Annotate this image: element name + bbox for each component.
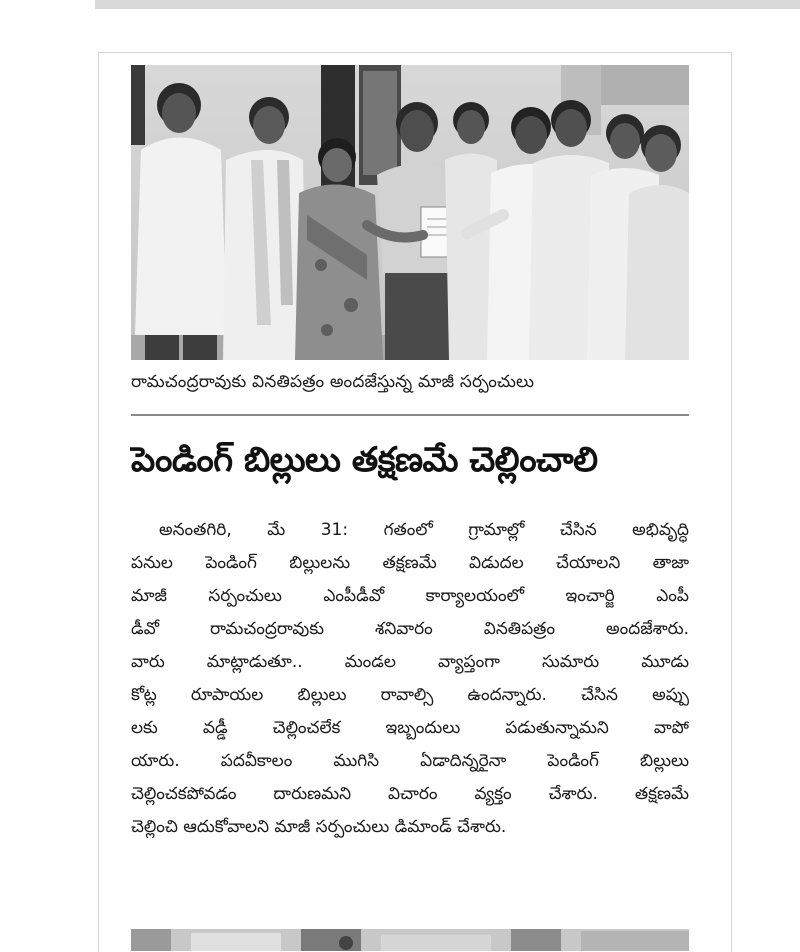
article-headline: పెండింగ్ బిల్లులు తక్షణమే చెల్లించాలి <box>131 440 598 480</box>
photo-illustration <box>131 65 689 360</box>
next-photo-illustration <box>131 929 689 951</box>
body-line: చెల్లించకపోవడం దారుణమని విచారం వ్యక్తం చేశారు. తక్షణమే <box>131 784 689 804</box>
body-line: మాజీ సర్పంచులు ఎంపీడీవో కార్యాలయంలో ఇంచార్జి ఎంపీ <box>131 586 689 606</box>
body-line: లకు వడ్డీ చెల్లించలేక ఇబ్బందులు పడుతున్నామని వాపో <box>131 718 689 738</box>
body-line: కోట్ల రూపాయల బిల్లులు రావాల్సి ఉందన్నారు. చేసిన అప్పు <box>131 685 689 705</box>
body-line: వారు మాట్లాడుతూ.. మండల వ్యాప్తంగా సుమారు మూడు <box>131 652 689 672</box>
body-line: యారు. పదవీకాలం ముగిసి ఏడాదిన్నరైనా పెండింగ్ బిల్లులు <box>131 751 689 771</box>
caption-divider <box>131 414 689 416</box>
next-news-photo <box>131 929 689 951</box>
article-body <box>131 514 689 844</box>
top-page-strip <box>95 0 800 9</box>
body-line: డీవో రామచంద్రరావుకు శనివారం వినతిపత్రం అందజేశారు. <box>131 619 689 639</box>
news-photo <box>131 65 689 360</box>
body-line: పనుల పెండింగ్ బిల్లులను తక్షణమే విడుదల చేయాలని తాజా <box>131 553 689 573</box>
body-line: చెల్లించి ఆదుకోవాలని మాజీ సర్పంచులు డిమాండ్ చేశారు. <box>131 817 507 837</box>
photo-caption: రామచంద్రరావుకు వినతిపత్రం అందజేస్తున్న మాజీ సర్పంచులు <box>131 372 535 392</box>
body-line: అనంతగిరి, మే 31: గతంలో గ్రామాల్లో చేసిన అభివృద్ధి <box>159 520 689 540</box>
